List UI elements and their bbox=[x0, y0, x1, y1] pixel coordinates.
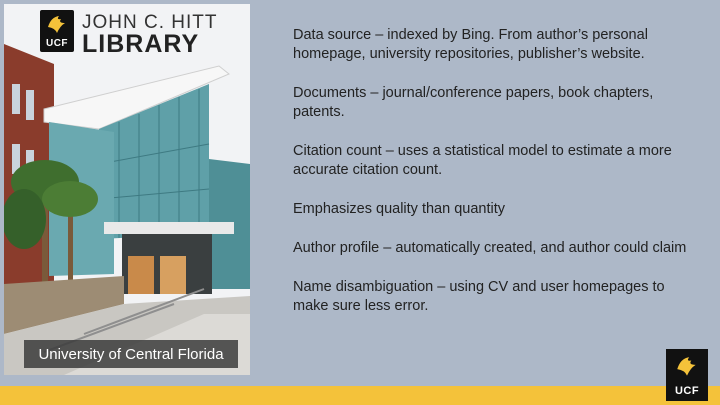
footer-gold-bar bbox=[0, 386, 720, 405]
photo-caption-bar bbox=[24, 340, 238, 368]
pegasus-icon bbox=[45, 13, 69, 37]
bullet-name-disambiguation: Name disambiguation – using CV and user homepages to make sure less error. bbox=[293, 279, 665, 314]
photo-caption: University of Central Florida bbox=[38, 346, 224, 363]
bullet-author-profile: Author profile – automatically created, and author could claim bbox=[293, 240, 687, 256]
bullet-list bbox=[293, 26, 698, 336]
bullet-citation-count: Citation count – uses a statistical model to estimate a more accurate citation count. bbox=[293, 143, 672, 178]
pegasus-icon bbox=[673, 354, 701, 380]
corner-logo-abbr: UCF bbox=[674, 385, 700, 397]
bullet-documents: Documents – journal/conference papers, book chapters, patents. bbox=[293, 85, 654, 120]
library-name-line2: LIBRARY bbox=[82, 30, 200, 58]
logo-abbr: UCF bbox=[45, 38, 69, 49]
library-photo-panel bbox=[4, 4, 250, 375]
library-logo bbox=[40, 10, 250, 56]
ucf-pegasus-logo bbox=[40, 10, 74, 52]
bullet-quality: Emphasizes quality than quantity bbox=[293, 201, 505, 217]
bullet-data-source: Data source – indexed by Bing. From author’s personal homepage, university repositories, publisher’s website. bbox=[293, 27, 648, 62]
library-building-photo bbox=[4, 4, 250, 375]
ucf-corner-logo bbox=[666, 349, 708, 401]
library-name-line1: JOHN C. HITT bbox=[82, 12, 218, 33]
